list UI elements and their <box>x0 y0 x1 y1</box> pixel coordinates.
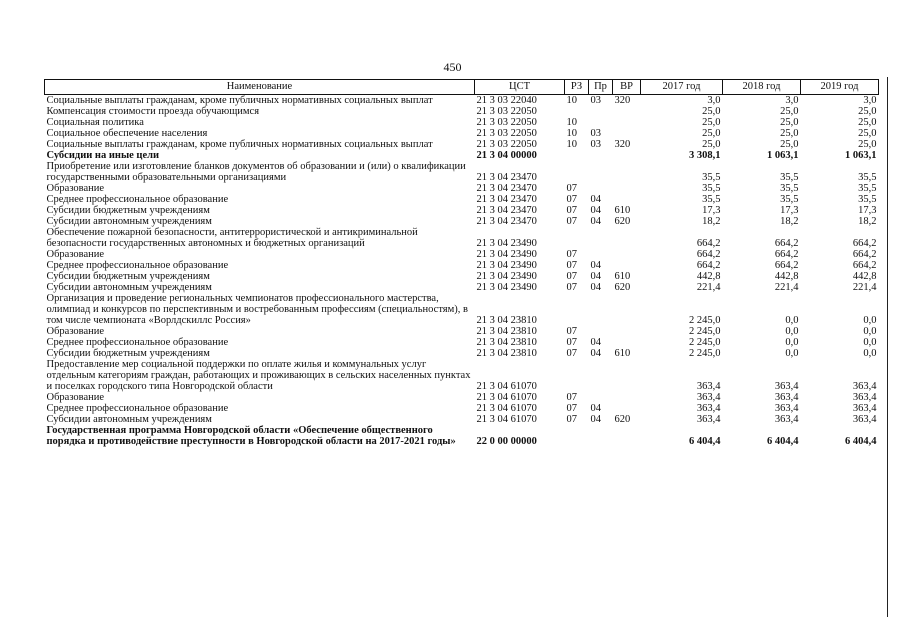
row-2019-cell: 35,5 <box>858 194 877 206</box>
row-2019-cell: 6 404,4 <box>845 436 877 448</box>
row-2019-cell: 363,4 <box>852 414 877 426</box>
table-row <box>45 326 879 337</box>
row-2019-cell: 0,0 <box>863 315 877 327</box>
header-rz: РЗ <box>565 80 589 95</box>
row-rz-cell: 07 <box>566 260 577 272</box>
row-pr-cell <box>589 425 613 447</box>
row-name-cell: Образование <box>46 249 105 261</box>
row-cst-cell: 21 3 04 23490 <box>476 249 537 261</box>
row-2019-cell: 25,0 <box>858 128 877 140</box>
row-cst-cell: 21 3 03 22040 <box>476 95 537 106</box>
budget-table <box>44 79 879 448</box>
row-rz-cell: 07 <box>566 337 577 349</box>
row-2019-cell: 664,2 <box>852 249 877 261</box>
table-row-total <box>45 150 879 161</box>
row-pr-cell: 04 <box>590 260 601 272</box>
row-pr-cell <box>589 183 613 194</box>
row-pr-cell: 04 <box>590 216 601 228</box>
row-rz-cell: 07 <box>566 403 577 415</box>
row-2019-cell: 363,4 <box>852 381 877 393</box>
row-rz-cell: 07 <box>566 205 577 217</box>
row-2019-cell: 664,2 <box>852 260 877 272</box>
row-pr-cell <box>589 161 613 183</box>
row-vr-cell: 620 <box>614 216 631 228</box>
row-rz-cell <box>565 425 589 447</box>
row-2018-cell: 6 404,4 <box>767 436 799 448</box>
row-name-cell: Социальная политика <box>46 117 144 129</box>
row-rz-cell <box>565 106 589 117</box>
row-2017-cell: 664,2 <box>696 238 721 250</box>
table-row <box>45 271 879 282</box>
row-2018-cell: 0,0 <box>785 337 799 349</box>
row-2018-cell: 363,4 <box>774 414 799 426</box>
row-name-cell: Обеспечение пожарной безопасности, антитеррористической и антикриминальной безопасности государственных автономных и бюджетных организаций <box>46 227 418 250</box>
page-number: 450 <box>443 60 462 74</box>
row-2018-cell: 664,2 <box>774 238 799 250</box>
row-cst-cell: 21 3 04 61070 <box>476 392 537 404</box>
row-2017-cell: 25,0 <box>702 128 721 140</box>
row-name-cell: Субсидии автономным учреждениям <box>46 282 212 294</box>
row-2019-cell: 3,0 <box>863 95 877 106</box>
row-name-cell: Государственная программа Новгородской области «Обеспечение общественного порядка и противодействие преступности в Новгородской области на 2017-2021 годы» <box>46 425 456 448</box>
row-rz-cell: 07 <box>566 216 577 228</box>
table-row <box>45 205 879 216</box>
row-vr-cell <box>613 194 641 205</box>
row-pr-cell <box>589 359 613 392</box>
row-vr-cell: 610 <box>614 348 631 360</box>
row-cst-cell: 21 3 03 22050 <box>476 106 537 118</box>
table-row <box>45 348 879 359</box>
row-rz-cell <box>565 359 589 392</box>
header-pr: Пр <box>589 80 613 95</box>
row-pr-cell: 04 <box>590 403 601 415</box>
table-row <box>45 117 879 128</box>
row-vr-cell <box>613 249 641 260</box>
row-pr-cell <box>589 293 613 326</box>
row-2019-cell: 25,0 <box>858 117 877 129</box>
row-pr-cell: 04 <box>590 282 601 294</box>
row-name-cell: Организация и проведение региональных чемпионатов профессионального мастерства, олимпиад и конкурсов по перспективным и востребованным профессиям (специальностям), в том числе чемпионата «Ворлдскиллс Россия» <box>46 293 468 327</box>
row-2017-cell: 363,4 <box>696 381 721 393</box>
table-row <box>45 359 879 392</box>
row-2018-cell: 363,4 <box>774 392 799 404</box>
row-pr-cell: 03 <box>590 139 601 151</box>
row-pr-cell: 04 <box>590 205 601 217</box>
row-rz-cell: 10 <box>566 139 577 151</box>
row-rz-cell <box>565 293 589 326</box>
row-vr-cell <box>613 128 641 139</box>
row-2018-cell: 35,5 <box>780 183 799 195</box>
row-2018-cell: 3,0 <box>785 95 799 106</box>
row-pr-cell <box>589 326 613 337</box>
row-name-cell: Субсидии на иные цели <box>46 150 160 162</box>
row-cst-cell: 21 3 04 23490 <box>476 238 537 250</box>
row-cst-cell: 21 3 04 23810 <box>476 348 537 360</box>
row-cst-cell: 21 3 03 22050 <box>476 117 537 129</box>
header-2019: 2019 год <box>801 80 879 95</box>
row-2017-cell: 664,2 <box>696 260 721 272</box>
row-rz-cell: 07 <box>566 326 577 338</box>
row-name-cell: Приобретение или изготовление бланков документов об образовании и (или) о квалификации государственными образовательными организациями <box>46 161 466 184</box>
table-row <box>45 414 879 425</box>
row-rz-cell: 07 <box>566 183 577 195</box>
row-vr-cell: 610 <box>614 271 631 283</box>
row-rz-cell: 07 <box>566 194 577 206</box>
header-2017: 2017 год <box>641 80 723 95</box>
row-name-cell: Образование <box>46 392 105 404</box>
table-row <box>45 403 879 414</box>
row-cst-cell: 21 3 04 61070 <box>476 381 537 393</box>
row-pr-cell <box>589 249 613 260</box>
row-cst-cell: 21 3 04 23810 <box>476 315 537 327</box>
row-vr-cell <box>613 161 641 183</box>
row-rz-cell: 07 <box>566 282 577 294</box>
table-row <box>45 392 879 403</box>
row-vr-cell <box>613 260 641 271</box>
row-2019-cell: 25,0 <box>858 106 877 118</box>
row-2019-cell: 1 063,1 <box>845 150 877 162</box>
row-2018-cell: 363,4 <box>774 381 799 393</box>
table-row <box>45 128 879 139</box>
row-pr-cell: 04 <box>590 194 601 206</box>
row-rz-cell: 10 <box>566 95 577 106</box>
row-2017-cell: 6 404,4 <box>689 436 721 448</box>
row-2019-cell: 35,5 <box>858 183 877 195</box>
row-2018-cell: 363,4 <box>774 403 799 415</box>
row-2017-cell: 17,3 <box>702 205 721 217</box>
header-vr: ВР <box>613 80 641 95</box>
row-2019-cell: 18,2 <box>858 216 877 228</box>
row-vr-cell: 620 <box>614 414 631 426</box>
row-rz-cell <box>565 227 589 249</box>
row-rz-cell: 10 <box>566 128 577 140</box>
table-row <box>45 139 879 150</box>
table-row <box>45 106 879 117</box>
row-vr-cell <box>613 359 641 392</box>
row-name-cell: Среднее профессиональное образование <box>46 194 229 206</box>
row-2017-cell: 35,5 <box>702 194 721 206</box>
row-2018-cell: 25,0 <box>780 106 799 118</box>
row-cst-cell: 21 3 04 23470 <box>476 194 537 206</box>
row-cst-cell: 21 3 03 22050 <box>476 128 537 140</box>
row-vr-cell: 320 <box>614 139 631 151</box>
row-name-cell: Среднее профессиональное образование <box>46 260 229 272</box>
header-cst: ЦСТ <box>475 80 565 95</box>
table-header-row <box>45 80 879 95</box>
row-2018-cell: 664,2 <box>774 260 799 272</box>
row-cst-cell: 21 3 04 61070 <box>476 414 537 426</box>
row-2017-cell: 2 245,0 <box>689 326 721 338</box>
header-2018: 2018 год <box>723 80 801 95</box>
table-row <box>45 95 879 107</box>
row-pr-cell <box>589 117 613 128</box>
row-vr-cell <box>613 326 641 337</box>
row-2017-cell: 25,0 <box>702 106 721 118</box>
table-row <box>45 249 879 260</box>
row-2017-cell: 25,0 <box>702 117 721 129</box>
row-2019-cell: 17,3 <box>858 205 877 217</box>
row-cst-cell: 21 3 04 61070 <box>476 403 537 415</box>
row-vr-cell <box>613 293 641 326</box>
row-2017-cell: 18,2 <box>702 216 721 228</box>
row-2018-cell: 25,0 <box>780 128 799 140</box>
table-row <box>45 161 879 183</box>
row-vr-cell <box>613 150 641 161</box>
row-rz-cell: 07 <box>566 271 577 283</box>
row-2019-cell: 35,5 <box>858 172 877 184</box>
row-rz-cell: 10 <box>566 117 577 129</box>
row-rz-cell: 07 <box>566 414 577 426</box>
table-row <box>45 293 879 326</box>
row-2019-cell: 221,4 <box>852 282 877 294</box>
row-2018-cell: 221,4 <box>774 282 799 294</box>
row-2018-cell: 18,2 <box>780 216 799 228</box>
row-pr-cell <box>589 392 613 403</box>
row-name-cell: Образование <box>46 183 105 195</box>
row-rz-cell <box>565 150 589 161</box>
row-name-cell: Субсидии автономным учреждениям <box>46 216 212 228</box>
row-vr-cell <box>613 117 641 128</box>
row-name-cell: Социальное обеспечение населения <box>46 128 208 140</box>
row-2018-cell: 35,5 <box>780 172 799 184</box>
page-edge-line <box>887 77 888 617</box>
row-2018-cell: 0,0 <box>785 326 799 338</box>
row-pr-cell: 03 <box>590 128 601 140</box>
row-2017-cell: 35,5 <box>702 183 721 195</box>
row-vr-cell: 320 <box>614 95 631 106</box>
row-pr-cell: 04 <box>590 414 601 426</box>
row-cst-cell: 21 3 04 23490 <box>476 282 537 294</box>
table-row <box>45 183 879 194</box>
row-vr-cell <box>613 227 641 249</box>
row-2017-cell: 3,0 <box>707 95 721 106</box>
row-2019-cell: 25,0 <box>858 139 877 151</box>
row-2018-cell: 25,0 <box>780 139 799 151</box>
row-pr-cell <box>589 106 613 117</box>
row-name-cell: Субсидии бюджетным учреждениям <box>46 271 210 283</box>
row-cst-cell: 21 3 04 23470 <box>476 183 537 195</box>
row-vr-cell <box>613 392 641 403</box>
row-2019-cell: 363,4 <box>852 403 877 415</box>
row-cst-cell: 21 3 04 23470 <box>476 216 537 228</box>
row-cst-cell: 21 3 04 00000 <box>476 150 537 162</box>
row-2018-cell: 1 063,1 <box>767 150 799 162</box>
row-2017-cell: 25,0 <box>702 139 721 151</box>
row-vr-cell: 620 <box>614 282 631 294</box>
row-name-cell: Субсидии бюджетным учреждениям <box>46 348 210 360</box>
row-2017-cell: 363,4 <box>696 392 721 404</box>
row-cst-cell: 21 3 04 23810 <box>476 326 537 338</box>
table-row <box>45 227 879 249</box>
row-cst-cell: 21 3 04 23470 <box>476 205 537 217</box>
row-pr-cell <box>589 150 613 161</box>
row-2017-cell: 664,2 <box>696 249 721 261</box>
row-2017-cell: 2 245,0 <box>689 348 721 360</box>
row-vr-cell <box>613 337 641 348</box>
row-2019-cell: 0,0 <box>863 326 877 338</box>
row-2018-cell: 17,3 <box>780 205 799 217</box>
table-body <box>45 95 879 448</box>
row-vr-cell <box>613 403 641 414</box>
table-row <box>45 337 879 348</box>
row-vr-cell <box>613 106 641 117</box>
table-row <box>45 260 879 271</box>
row-cst-cell: 21 3 04 23490 <box>476 260 537 272</box>
row-2018-cell: 35,5 <box>780 194 799 206</box>
row-pr-cell: 04 <box>590 271 601 283</box>
row-pr-cell <box>589 227 613 249</box>
row-2018-cell: 0,0 <box>785 315 799 327</box>
row-2019-cell: 442,8 <box>852 271 877 283</box>
row-vr-cell <box>613 425 641 447</box>
row-2017-cell: 3 308,1 <box>689 150 721 162</box>
row-2017-cell: 363,4 <box>696 403 721 415</box>
row-cst-cell: 22 0 00 00000 <box>476 436 537 448</box>
row-pr-cell: 04 <box>590 348 601 360</box>
row-2018-cell: 664,2 <box>774 249 799 261</box>
row-name-cell: Социальные выплаты гражданам, кроме публичных нормативных социальных выплат <box>46 139 433 151</box>
row-2017-cell: 2 245,0 <box>689 315 721 327</box>
row-cst-cell: 21 3 04 23490 <box>476 271 537 283</box>
row-2019-cell: 0,0 <box>863 337 877 349</box>
row-2019-cell: 664,2 <box>852 238 877 250</box>
row-pr-cell: 04 <box>590 337 601 349</box>
row-name-cell: Среднее профессиональное образование <box>46 403 229 415</box>
row-cst-cell: 21 3 04 23810 <box>476 337 537 349</box>
row-2018-cell: 442,8 <box>774 271 799 283</box>
row-2018-cell: 0,0 <box>785 348 799 360</box>
row-rz-cell: 07 <box>566 392 577 404</box>
table-row <box>45 282 879 293</box>
row-name-cell: Субсидии бюджетным учреждениям <box>46 205 210 217</box>
row-pr-cell: 03 <box>590 95 601 106</box>
row-2017-cell: 35,5 <box>702 172 721 184</box>
row-rz-cell: 07 <box>566 249 577 261</box>
row-name-cell: Предоставление мер социальной поддержки по оплате жилья и коммунальных услуг отдельным категориям граждан, работающих и проживающих в сельских населенных пунктах и поселках городского типа Новгородской области <box>46 359 471 393</box>
row-name-cell: Социальные выплаты гражданам, кроме публичных нормативных социальных выплат <box>46 95 433 106</box>
table-row <box>45 216 879 227</box>
table-row-total <box>45 425 879 447</box>
header-name: Наименование <box>45 80 475 95</box>
row-cst-cell: 21 3 03 22050 <box>476 139 537 151</box>
row-rz-cell: 07 <box>566 348 577 360</box>
row-rz-cell <box>565 161 589 183</box>
row-2017-cell: 2 245,0 <box>689 337 721 349</box>
row-2019-cell: 363,4 <box>852 392 877 404</box>
row-2017-cell: 363,4 <box>696 414 721 426</box>
row-vr-cell: 610 <box>614 205 631 217</box>
row-name-cell: Образование <box>46 326 105 338</box>
row-vr-cell <box>613 183 641 194</box>
row-cst-cell: 21 3 04 23470 <box>476 172 537 184</box>
row-2017-cell: 442,8 <box>696 271 721 283</box>
row-2019-cell: 0,0 <box>863 348 877 360</box>
row-2018-cell: 25,0 <box>780 117 799 129</box>
table-row <box>45 194 879 205</box>
row-name-cell: Субсидии автономным учреждениям <box>46 414 212 426</box>
row-name-cell: Компенсация стоимости проезда обучающимся <box>46 106 260 118</box>
row-2017-cell: 221,4 <box>696 282 721 294</box>
row-name-cell: Среднее профессиональное образование <box>46 337 229 349</box>
